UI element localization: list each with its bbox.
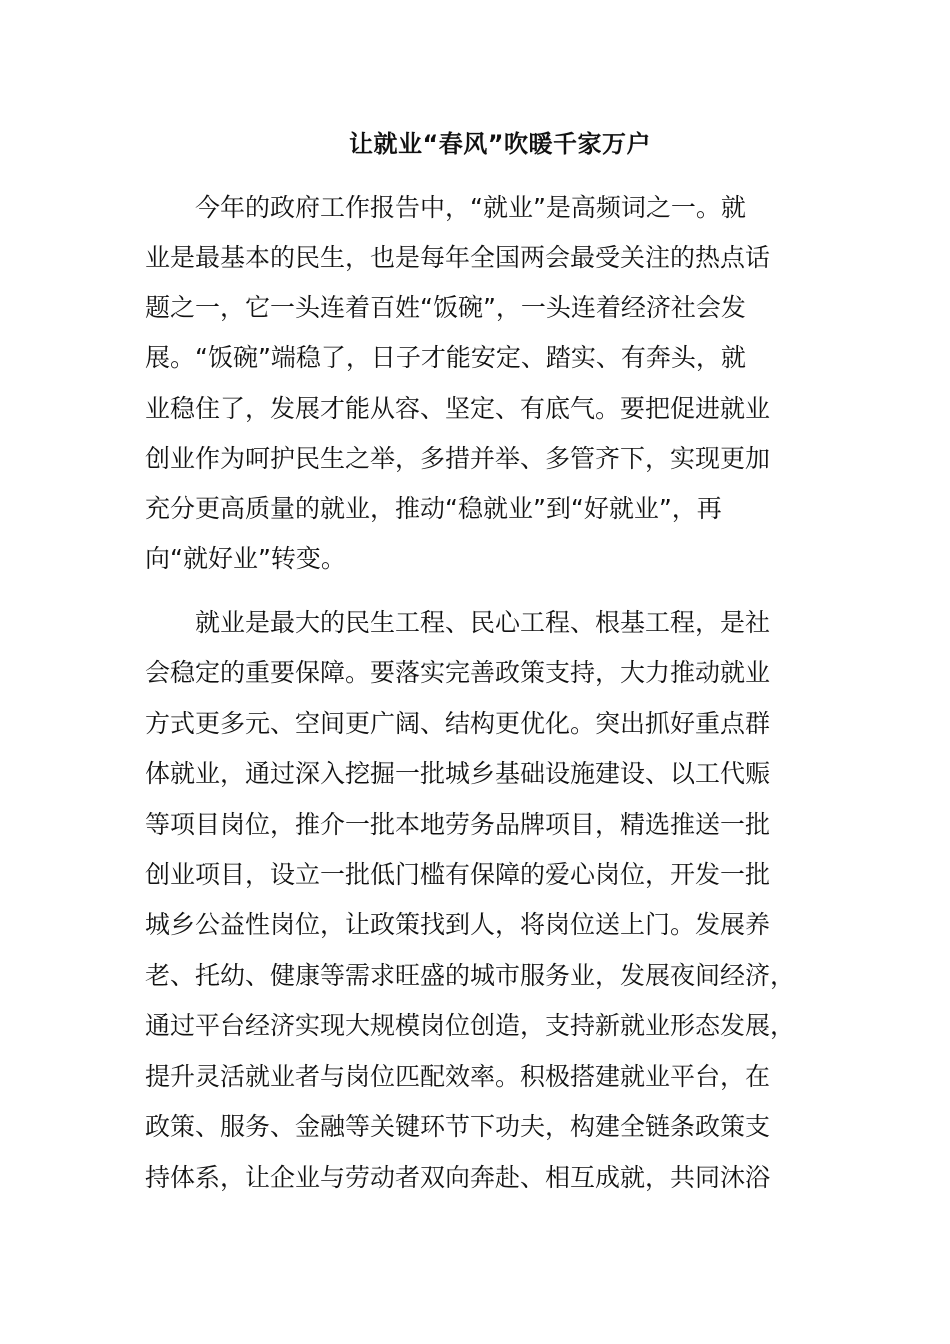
paragraph-2-line-2: 会稳定的重要保障。要落实完善政策支持，大力推动就业 [145,658,771,687]
paragraph-1-line-4: 展。“饭碗”端稳了，日子才能安定、踏实、有奔头，就 [145,343,746,372]
paragraph-2-line-1: 就业是最大的民生工程、民心工程、根基工程，是社 [195,608,771,637]
paragraph-1-line-2: 业是最基本的民生，也是每年全国两会最受关注的热点话 [145,243,771,272]
paragraph-2-line-6: 创业项目，设立一批低门槛有保障的爱心岗位，开发一批 [145,860,771,889]
paragraph-2-line-8: 老、托幼、健康等需求旺盛的城市服务业，发展夜间经济， [145,961,796,990]
paragraph-1-line-8: 向“就好业”转变。 [145,544,346,573]
paragraph-2-line-12: 持体系，让企业与劳动者双向奔赴、相互成就，共同沐浴 [145,1163,771,1192]
article-title: 让就业“春风”吹暖千家万户 [348,130,652,158]
paragraph-1-line-5: 业稳住了，发展才能从容、坚定、有底气。要把促进就业 [145,394,771,423]
paragraph-2-line-7: 城乡公益性岗位，让政策找到人，将岗位送上门。发展养 [145,910,771,939]
paragraph-2-line-3: 方式更多元、空间更广阔、结构更优化。突出抓好重点群 [145,709,771,738]
paragraph-1-line-6: 创业作为呵护民生之举，多措并举、多管齐下，实现更加 [145,444,771,473]
paragraph-1-line-7: 充分更高质量的就业，推动“稳就业”到“好就业”，再 [145,494,722,523]
paragraph-2-line-5: 等项目岗位，推介一批本地劳务品牌项目，精选推送一批 [145,810,771,839]
paragraph-2-line-11: 政策、服务、金融等关键环节下功夫，构建全链条政策支 [145,1112,771,1141]
paragraph-2-line-9: 通过平台经济实现大规模岗位创造，支持新就业形态发展， [145,1011,796,1040]
paragraph-1-line-1: 今年的政府工作报告中，“就业”是高频词之一。就 [195,193,746,222]
paragraph-1-line-3: 题之一，它一头连着百姓“饭碗”，一头连着经济社会发 [145,293,746,322]
paragraph-2-line-10: 提升灵活就业者与岗位匹配效率。积极搭建就业平台，在 [145,1062,771,1091]
paragraph-2-line-4: 体就业，通过深入挖掘一批城乡基础设施建设、以工代赈 [145,759,771,788]
